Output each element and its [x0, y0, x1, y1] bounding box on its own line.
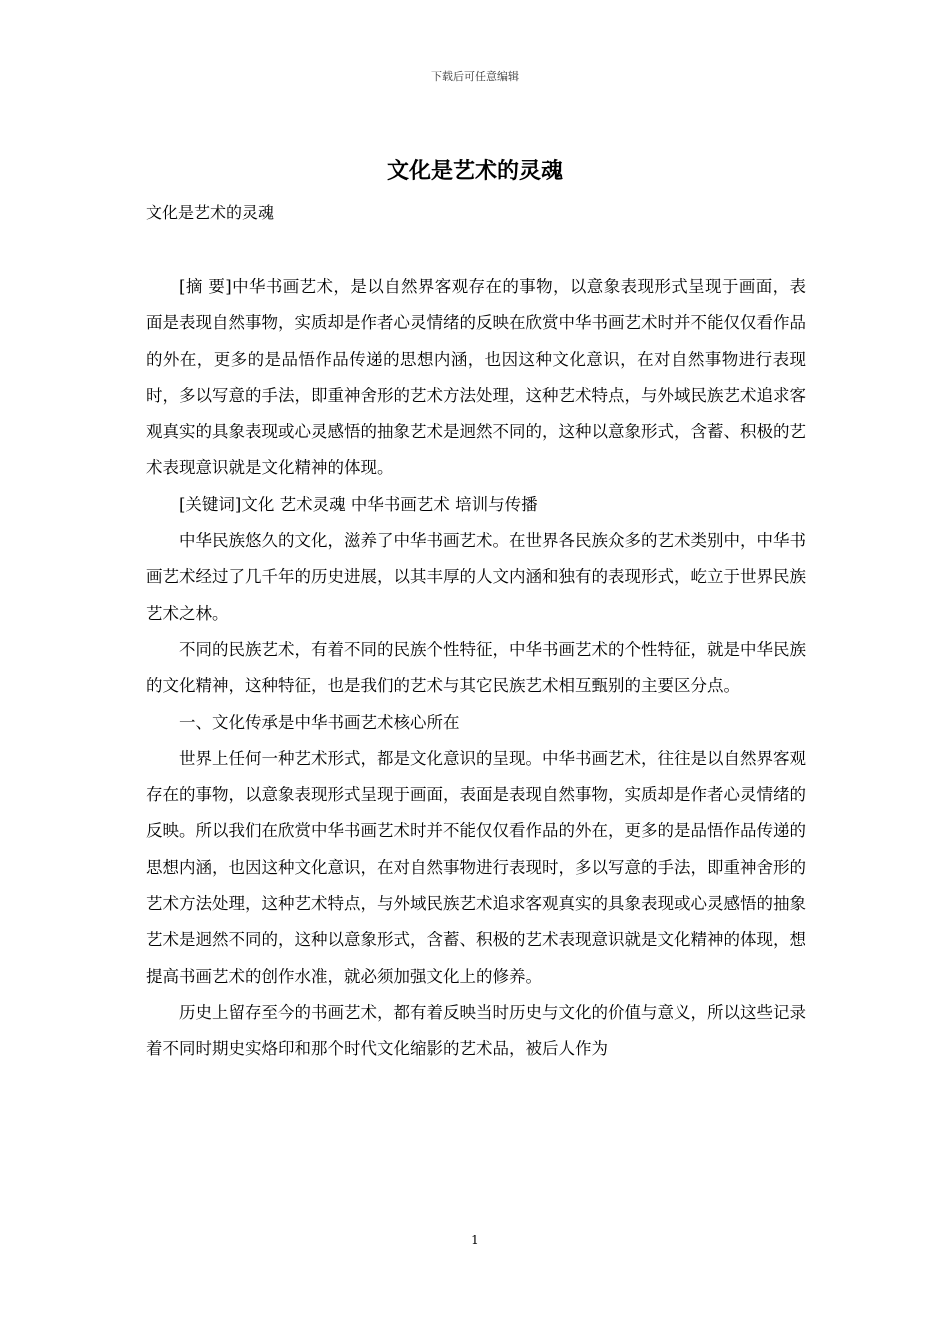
- abstract-paragraph: [摘 要]中华书画艺术，是以自然界客观存在的事物，以意象表现形式呈现于画面，表面是表现自然事物，实质却是作者心灵情绪的反映在欣赏中华书画艺术时并不能仅仅看作品的外在，更多的是品悟作品传递的思想内涵，也因这种文化意识，在对自然事物进行表现时，多以写意的手法，即重神舍形的艺术方法处理，这种艺术特点，与外域民族艺术追求客观真实的具象表现或心灵感悟的抽象艺术是迥然不同的，这种以意象形式，含蓄、积极的艺术表现意识就是文化精神的体现。: [146, 277, 806, 478]
- body-paragraph: 不同的民族艺术，有着不同的民族个性特征，中华书画艺术的个性特征，就是中华民族的文化精神，这种特征，也是我们的艺术与其它民族艺术相互甄别的主要区分点。: [146, 639, 806, 696]
- body-paragraph: 世界上任何一种艺术形式，都是文化意识的呈现。中华书画艺术，往往是以自然界客观存在的事物，以意象表现形式呈现于画面，表面是表现自然事物，实质却是作者心灵情绪的反映。所以我们在欣赏中华书画艺术时并不能仅仅看作品的外在，更多的是品悟作品传递的思想内涵，也因这种文化意识，在对自然事物进行表现时，多以写意的手法，即重神舍形的艺术方法处理，这种艺术特点，与外域民族艺术追求客观真实的具象表现或心灵感悟的抽象艺术是迥然不同的，这种以意象形式，含蓄、积极的艺术表现意识就是文化精神的体现，想提高书画艺术的创作水准，就必须加强文化上的修养。: [146, 748, 806, 986]
- body-paragraph: 中华民族悠久的文化，滋养了中华书画艺术。在世界各民族众多的艺术类别中，中华书画艺术经过了几千年的历史进展，以其丰厚的人文内涵和独有的表现形式，屹立于世界民族艺术之林。: [146, 531, 806, 623]
- section-heading: 一、文化传承是中华书画艺术核心所在: [179, 712, 460, 732]
- document-title: 文化是艺术的灵魂: [386, 158, 563, 184]
- body-paragraph: 历史上留存至今的书画艺术，都有着反映当时历史与文化的价值与意义，所以这些记录着不同时期史实烙印和那个时代文化缩影的艺术品，被后人作为: [146, 1002, 806, 1059]
- keywords-paragraph: [关键词]文化 艺术灵魂 中华书画艺术 培训与传播: [179, 494, 538, 514]
- page-number: 1: [471, 1233, 479, 1247]
- document-subtitle: 文化是艺术的灵魂: [146, 203, 275, 222]
- document-body: [146, 269, 806, 1068]
- header-note: 下载后可任意编辑: [431, 70, 519, 83]
